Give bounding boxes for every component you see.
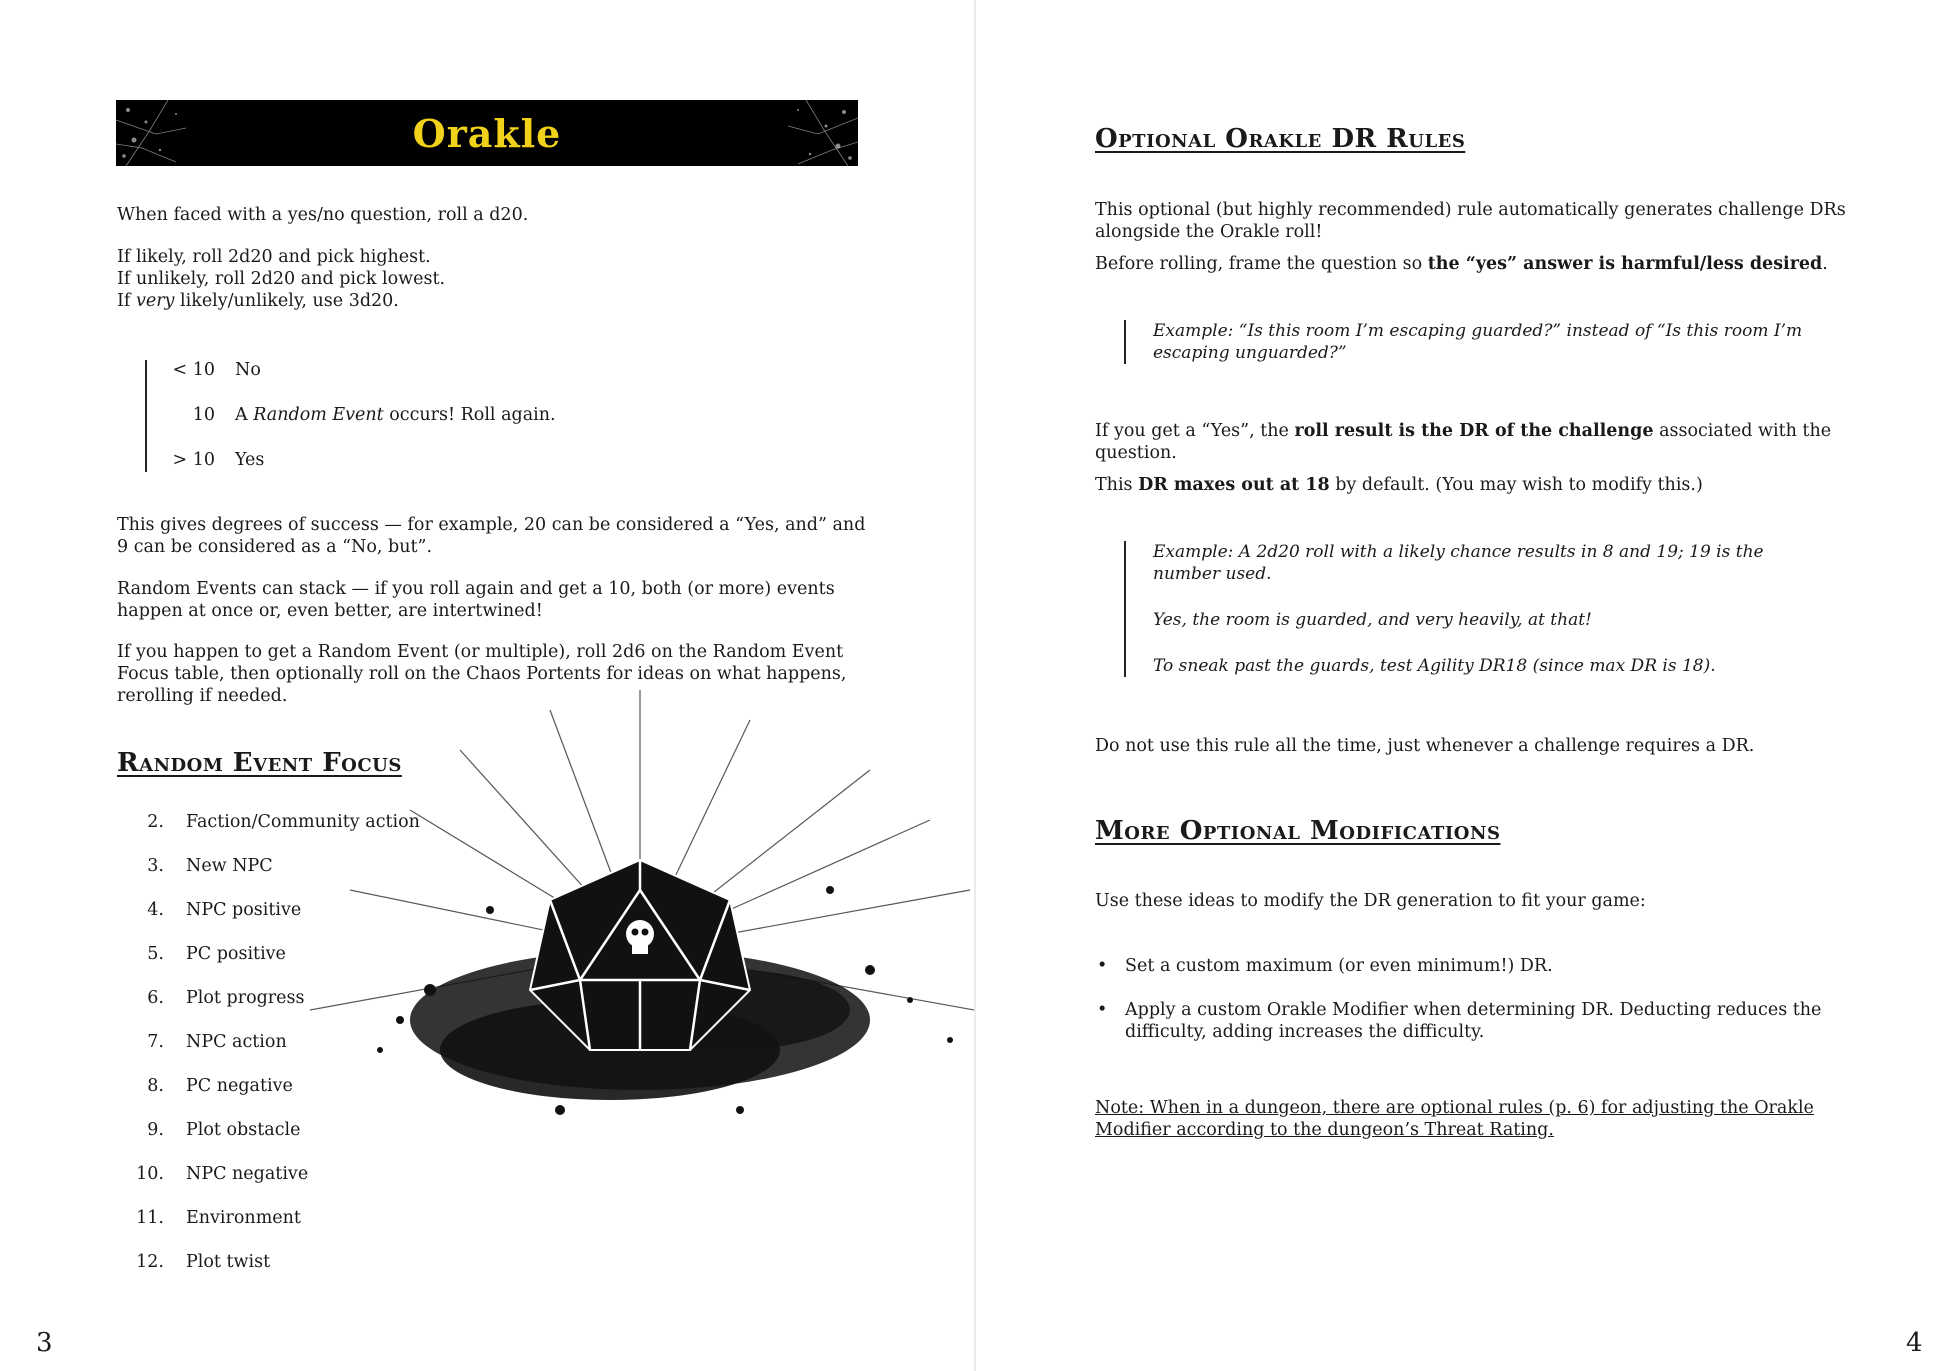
unlikely-rule: If unlikely, roll 2d20 and pick lowest. — [117, 269, 446, 289]
odds-value: Yes — [235, 450, 265, 470]
intro-text: When faced with a yes/no question, roll a d20. — [117, 205, 529, 225]
list-item: • Set a custom maximum (or even minimum!) DR. — [1097, 956, 1553, 976]
right-page — [976, 0, 1946, 1371]
stack-text: Random Events can stack — if you roll again and get a 10, both (or more) events happen at once or, even better, are intertwined! — [117, 579, 835, 621]
example-quote-1: Example: “Is this room I’m escaping guarded?” instead of “Is this room I’m escaping unguarded?” — [1124, 320, 1823, 364]
likely-rule: If likely, roll 2d20 and pick highest. — [117, 247, 431, 267]
example-line: Example: A 2d20 roll with a likely chance results in 8 and 19; 19 is the number used. — [1153, 542, 1764, 584]
random-event-focus-heading: Random Event Focus — [117, 748, 402, 778]
example-line: Yes, the room is guarded, and very heavily, at that! — [1153, 610, 1592, 630]
dr-rules-heading: Optional Orakle DR Rules — [1095, 124, 1466, 154]
odds-key: > 10 — [172, 450, 215, 470]
degrees-text: This gives degrees of success — for example, 20 can be considered a “Yes, and” and 9 can be considered as a “No, but”. — [117, 515, 866, 557]
dungeon-note: Note: When in a dungeon, there are optional rules (p. 6) for adjusting the Orakle Modifier according to the dungeon’s Threat Rating. — [1095, 1098, 1814, 1140]
title-banner — [116, 100, 858, 166]
dr-max-text: This DR maxes out at 18 by default. (You may wish to modify this.) — [1095, 475, 1703, 495]
likelihood-rules — [117, 246, 445, 312]
very-likely-rule: If very likely/unlikely, use 3d20. — [117, 291, 399, 311]
page-title: Orakle — [412, 110, 562, 156]
list-item: • Apply a custom Orakle Modifier when determining DR. Deducting reduces the difficulty, adding increases the difficulty. — [1097, 1000, 1822, 1042]
focus-instructions: If you happen to get a Random Event (or multiple), roll 2d6 on the Random Event Focus table, then optionally roll on the Chaos Portents for ideas on what happens, rerolling if needed. — [117, 642, 847, 706]
bullet-icon: • — [1097, 1000, 1108, 1020]
odds-key: < 10 — [172, 360, 215, 380]
page-number-left: 3 — [36, 1328, 53, 1358]
frame-question-text: Before rolling, frame the question so the “yes” answer is harmful/less desired. — [1095, 254, 1828, 274]
odds-value: A Random Event occurs! Roll again. — [235, 405, 556, 425]
grunge-texture-left — [116, 100, 226, 166]
yes-result-text: If you get a “Yes”, the roll result is the DR of the challenge associated with the question. — [1095, 421, 1832, 463]
left-page: Orakle When faced with a yes/no question, roll a d20. If likely, roll 2d20 and pick highest. If unlikely, roll 2d20 and pick lowest. If very likely/unlikely, use 3d20. < 10 No 10 A Random Event occurs! Roll again. > 10 Yes This gives degrees of success — for example, 20 can be considered a “Yes, and” and 9 can be considered as a “No, but”. Random Events can stack — if you roll again and get a 10, both (or more) events happen at once or, even better, are intertwined! If you happen to get a Random Event (or multiple), roll 2d6 on the Random Event Focus table, then optionally roll on the Chaos Portents for ideas on what happens, rerolling if needed. Random Event Focus 2. Faction/Community action 3. New NPC 4. NPC positive 5. PC positive 6. Plot progress 7. NPC action 8. PC negative 9. Plot obstacle 10. NPC negative 11. Environment 12. Plot twist 3 — [0, 0, 976, 1371]
d20-skull-splatter-art — [310, 690, 1070, 1200]
odds-key: 10 — [192, 405, 215, 425]
dr-intro-text: This optional (but highly recommended) rule automatically generates challenge DRs alongside the Orakle roll! — [1095, 200, 1846, 242]
example-line: To sneak past the guards, test Agility DR18 (since max DR is 18). — [1153, 656, 1716, 676]
page-number-right: 4 — [1906, 1328, 1923, 1358]
odds-value: No — [235, 360, 261, 380]
dont-use-text: Do not use this rule all the time, just whenever a challenge requires a DR. — [1095, 736, 1755, 756]
bullet-icon: • — [1097, 956, 1108, 976]
grunge-texture-right — [748, 100, 858, 166]
more-mods-heading: More Optional Modifications — [1095, 816, 1501, 846]
mods-intro-text: Use these ideas to modify the DR generation to fit your game: — [1095, 891, 1646, 911]
odds-table — [145, 360, 647, 472]
example-quote-2 — [1124, 541, 1823, 677]
